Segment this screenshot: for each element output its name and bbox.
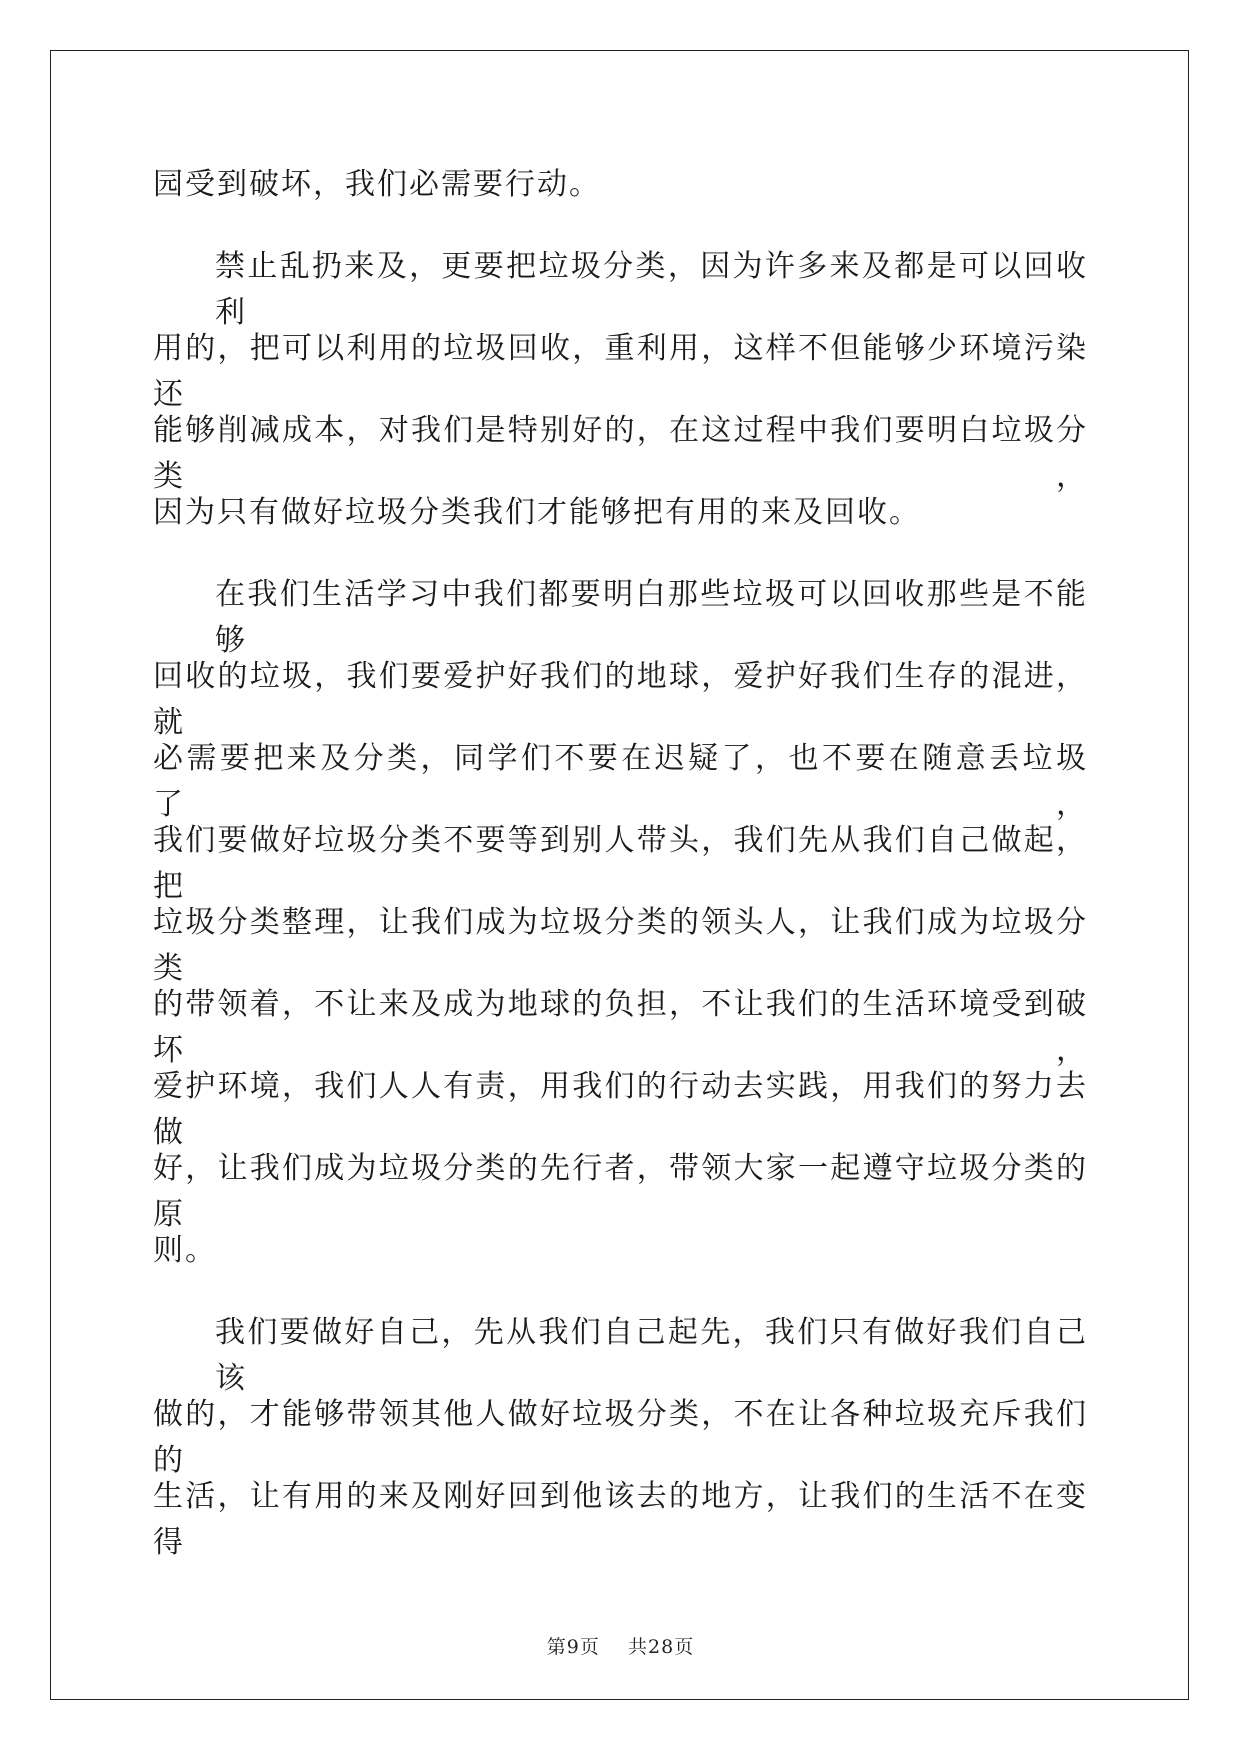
text-line: 园受到破坏，我们必需要行动。 — [153, 167, 601, 202]
document-body — [153, 162, 1088, 1560]
page-number: 第9页 — [546, 1636, 600, 1658]
text-line: 在我们生活学习中我们都要明白那些垃圾可以回收那些是不能够 — [215, 577, 1088, 658]
text-line: 我们要做好自己，先从我们自己起先，我们只有做好我们自己该 — [215, 1315, 1088, 1396]
text-line: 好，让我们成为垃圾分类的先行者，带领大家一起遵守垃圾分类的原 — [153, 1151, 1088, 1232]
text-line: 爱护环境，我们人人有责，用我们的行动去实践，用我们的努力去做 — [153, 1069, 1088, 1150]
text-line: 禁止乱扔来及，更要把垃圾分类，因为许多来及都是可以回收利 — [215, 249, 1088, 330]
text-line: 因为只有做好垃圾分类我们才能够把有用的来及回收。 — [153, 495, 921, 530]
text-line: 生活，让有用的来及刚好回到他该去的地方，让我们的生活不在变得 — [153, 1479, 1088, 1560]
text-line: 我们要做好垃圾分类不要等到别人带头，我们先从我们自己做起，把 — [153, 823, 1088, 904]
text-line: 回收的垃圾，我们要爱护好我们的地球，爱护好我们生存的混进，就 — [153, 659, 1088, 740]
text-line: 则。 — [153, 1233, 217, 1268]
text-line: 的带领着，不让来及成为地球的负担，不让我们的生活环境受到破坏， — [153, 987, 1088, 1068]
text-line: 垃圾分类整理，让我们成为垃圾分类的领头人，让我们成为垃圾分类 — [153, 905, 1088, 986]
text-line: 做的，才能够带领其他人做好垃圾分类，不在让各种垃圾充斥我们的 — [153, 1397, 1088, 1478]
page-total: 共28页 — [628, 1636, 695, 1658]
text-line: 用的，把可以利用的垃圾回收，重利用，这样不但能够少环境污染还 — [153, 331, 1088, 412]
page-footer — [0, 1632, 1241, 1659]
text-line: 必需要把来及分类，同学们不要在迟疑了，也不要在随意丢垃圾了， — [153, 741, 1088, 822]
text-line: 能够削减成本，对我们是特别好的，在这过程中我们要明白垃圾分类， — [153, 413, 1088, 494]
